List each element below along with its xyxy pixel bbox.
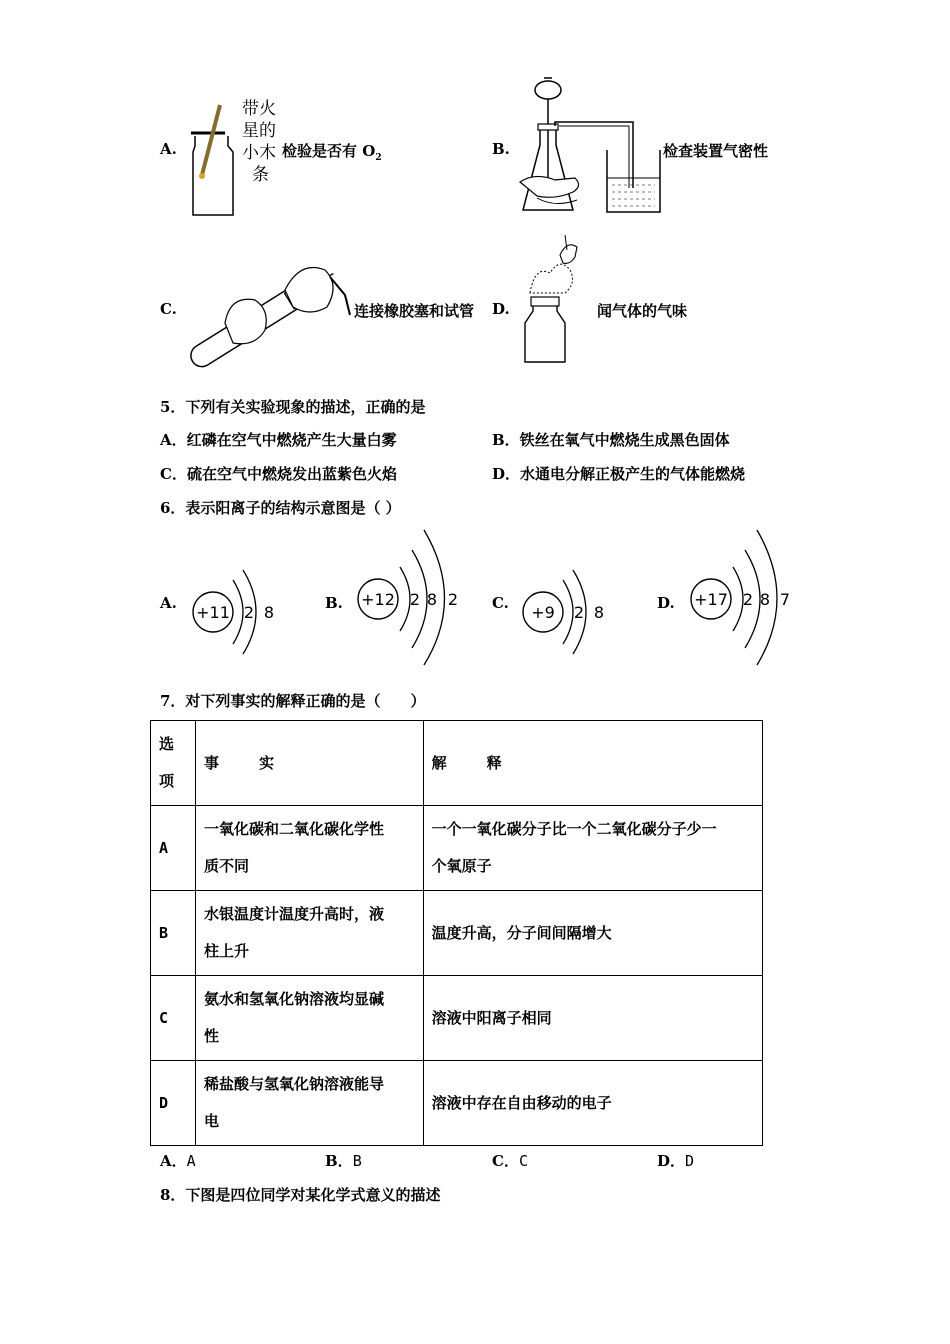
q5-option-b: B．铁丝在氧气中燃烧生成黑色固体: [492, 431, 730, 449]
q4-option-a-label-2: 星的: [242, 121, 276, 141]
q6-b-shell-3: 2: [447, 590, 459, 609]
q6-d-shell-3: 7: [779, 590, 791, 609]
q4-option-a-label-4: 条: [252, 165, 269, 185]
row-fact: 一氧化碳和二氧化碳化学性 质不同: [195, 806, 423, 891]
q5-stem: 5．下列有关实验现象的描述，正确的是: [160, 398, 426, 416]
row-explain: 温度升高，分子间间隔增大: [423, 891, 762, 976]
q4-option-d-letter: D.: [492, 300, 510, 318]
table-row: [151, 891, 763, 976]
q6-b-nucleus: +12: [361, 590, 395, 609]
header-fact: 事实: [195, 721, 423, 806]
row-fact: 稀盐酸与氢氧化钠溶液能导 电: [195, 1061, 423, 1146]
q4-option-a-label-1: 带火: [242, 99, 276, 119]
q6-c-nucleus: +9: [531, 603, 555, 622]
q4-option-b-letter: B.: [492, 140, 510, 158]
table-row: [151, 976, 763, 1061]
q6-a-shell-1: 2: [243, 603, 255, 622]
q8-stem: 8．下图是四位同学对某化学式意义的描述: [160, 1186, 441, 1204]
q6-stem: 6．表示阳离子的结构示意图是（ ）: [160, 499, 401, 517]
q6-c-shell-1: 2: [573, 603, 585, 622]
row-explain: 一个一氧化碳分子比一个二氧化碳分子少一 个氧原子: [423, 806, 762, 891]
row-key: D: [151, 1061, 196, 1146]
row-explain: 溶液中存在自由移动的电子: [423, 1061, 762, 1146]
q6-d-nucleus: +17: [694, 590, 728, 609]
q5-option-d: D．水通电分解正极产生的气体能燃烧: [492, 465, 746, 483]
q7-answer-d: D．D: [657, 1152, 695, 1170]
q4-option-a-caption: 检验是否有 $O_2$: [282, 142, 382, 163]
q6-option-a-diagram: [185, 555, 285, 665]
q4-option-a-figure: [185, 100, 245, 220]
table-row: [151, 1061, 763, 1146]
q4-option-b-caption: 检查装置气密性: [663, 142, 769, 160]
q7-stem: 7．对下列事实的解释正确的是（ ）: [160, 692, 426, 710]
table-header-row: [151, 721, 763, 806]
q6-b-shell-2: 8: [426, 590, 438, 609]
q6-option-d-diagram: [685, 525, 805, 670]
q6-d-shell-1: 2: [742, 590, 754, 609]
q4-option-b-figure: [515, 70, 665, 218]
q7-answer-a: A．A: [160, 1152, 196, 1170]
q4-option-a-label-3: 小木: [242, 143, 276, 163]
q6-a-nucleus: +11: [196, 603, 230, 622]
table-row: [151, 806, 763, 891]
q6-a-shell-2: 8: [263, 603, 275, 622]
q6-b-shell-1: 2: [409, 590, 421, 609]
q5-option-c: C．硫在空气中燃烧发出蓝紫色火焰: [160, 465, 397, 483]
row-explain: 溶液中阳离子相同: [423, 976, 762, 1061]
q6-option-c-diagram: [515, 555, 615, 665]
q6-option-b-letter: B.: [325, 594, 343, 612]
row-fact: 水银温度计温度升高时，液 柱上升: [195, 891, 423, 976]
q5-option-a: A．红磷在空气中燃烧产生大量白雾: [160, 431, 397, 449]
q4-option-c-letter: C.: [160, 300, 177, 318]
row-key: C: [151, 976, 196, 1061]
q6-option-a-letter: A.: [160, 594, 177, 612]
q7-answer-b: B．B: [325, 1152, 362, 1170]
q6-option-c-letter: C.: [492, 594, 509, 612]
header-explain: 解释: [423, 721, 762, 806]
q6-option-b-diagram: [350, 525, 470, 670]
q6-c-shell-2: 8: [593, 603, 605, 622]
q6-option-d-letter: D.: [657, 594, 675, 612]
header-option: 选 项: [151, 721, 196, 806]
q7-answer-c: C．C: [492, 1152, 528, 1170]
q4-option-d-figure: [515, 235, 595, 365]
q4-option-d-caption: 闻气体的气味: [597, 302, 688, 320]
row-fact: 氨水和氢氧化钠溶液均显碱 性: [195, 976, 423, 1061]
row-key: A: [151, 806, 196, 891]
q4-option-a-letter: A.: [160, 140, 177, 158]
row-key: B: [151, 891, 196, 976]
q4-option-c-caption: 连接橡胶塞和试管: [354, 302, 475, 320]
q4-option-c-figure: [185, 255, 355, 365]
q6-d-shell-2: 8: [759, 590, 771, 609]
q7-table: [150, 720, 763, 1146]
